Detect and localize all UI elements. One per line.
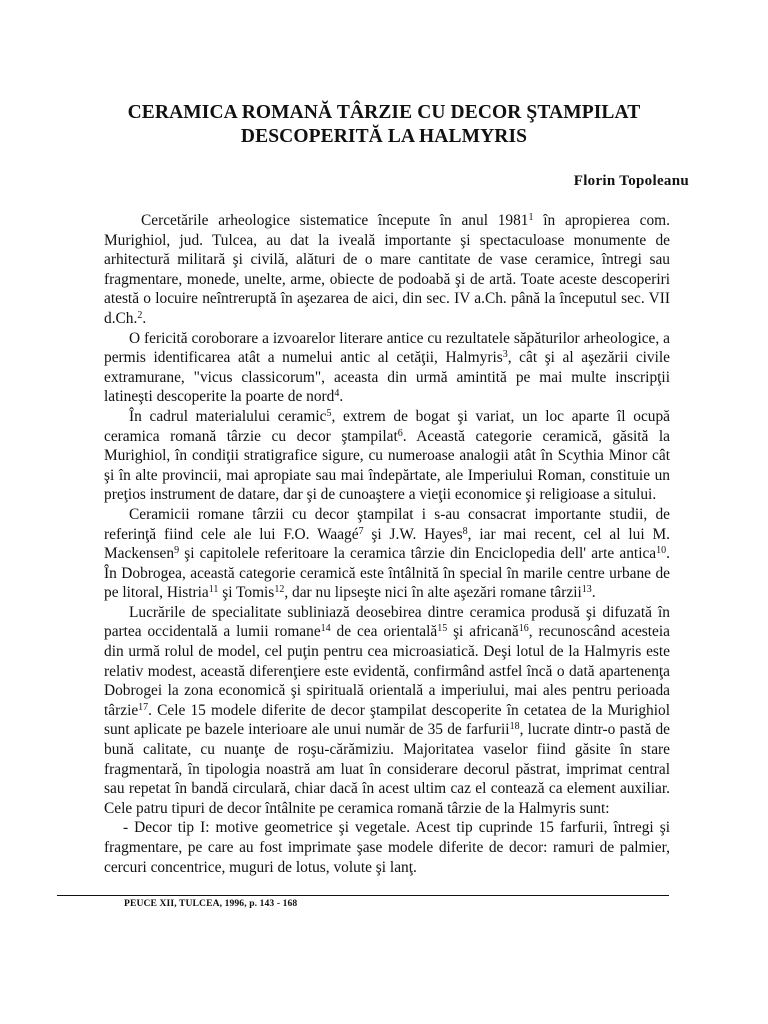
paragraph bbox=[104, 211, 670, 329]
text-run: În cadrul materialului ceramic bbox=[129, 407, 327, 425]
text-run: , extrem de bogat şi variat, un loc aparte îl ocupă ceramica romană târzie cu decor ştampilat bbox=[104, 407, 671, 445]
paragraph bbox=[104, 407, 670, 505]
footnote-ref: 7 bbox=[358, 525, 364, 537]
footnote-ref: 12 bbox=[274, 584, 285, 596]
journal-footer: PEUCE XII, TULCEA, 1996, p. 143 - 168 bbox=[124, 898, 298, 909]
footnote-ref: 5 bbox=[326, 407, 332, 419]
text-run: şi africană bbox=[447, 623, 519, 641]
text-run: . Cele 15 modele diferite de decor ştampilat descoperite în cetatea de la Murighiol sunt aplicate pe bazele interioare ale unui număr de 35 de farfurii bbox=[104, 701, 670, 739]
text-run: . bbox=[142, 309, 147, 327]
footnote-ref: 3 bbox=[502, 349, 508, 361]
text-run: Ceramicii romane târzii cu decor ştampilat i s-au consacrat importante studii, de referinţă fiind cele ale lui F.O. Waagé bbox=[104, 505, 670, 543]
paragraph-decor-type-1 bbox=[104, 818, 670, 877]
footnote-ref: 1 bbox=[528, 212, 534, 223]
text-run: , dar nu lipseşte nici în alte aşezări romane târzii bbox=[284, 584, 582, 602]
text-run: . În Dobrogea, această categorie ceramică este întâlnită în special în marile centre urbane de pe litoral, Histria bbox=[104, 545, 670, 602]
footnote-ref: 13 bbox=[581, 584, 592, 596]
text-run: , recunoscând acesteia din urmă rolul de model, cel puţin pentru cea microasiatică. Deşi lotul de la Halmyris este relativ modest, această diferenţiere este evidentă, confirmând astfel încă o dată apartenenţa Dobrogei la zona economică şi spirituală orientală a imperiului, mai ales pentru perioada târzie bbox=[104, 623, 670, 719]
text-run: O fericită coroborare a izvoarelor literare antice cu rezultatele săpăturilor arheologice, a permis identificarea atât a numelui antic al cetăţii, Halmyris bbox=[104, 329, 670, 367]
article-body bbox=[104, 211, 670, 877]
footnote-ref: 11 bbox=[208, 584, 219, 596]
text-run: Lucrările de specialitate subliniază deosebirea dintre ceramica produsă şi difuzată în partea occidentală a lumii romane bbox=[104, 603, 670, 641]
footer-rule bbox=[57, 895, 669, 896]
text-run: de cea orientală bbox=[330, 623, 438, 641]
footnote-ref: 18 bbox=[509, 721, 520, 733]
text-run: Cercetările arheologice sistematice începute în anul 1981 bbox=[141, 212, 529, 229]
text-run: şi J.W. Hayes bbox=[363, 525, 463, 543]
text-run: , cât şi al aşezării civile extramurane, "vicus classicorum", aceasta din urmă amintită pe mai multe inscripţii latineşti descoperite la poarte de nord bbox=[104, 349, 671, 406]
footnote-ref: 10 bbox=[656, 545, 667, 557]
footnote-ref: 14 bbox=[320, 623, 331, 635]
text-run: şi capitolele referitoare la ceramica târzie din Enciclopedia dell' arte antica bbox=[179, 545, 657, 563]
title-line-2: DESCOPERITĂ LA HALMYRIS bbox=[240, 126, 528, 147]
text-run: , lucrate dintr-o pastă de bună calitate, cu nuanţe de roşu-cărămiziu. Majoritatea vaselor fiind găsite în stare fragmentară, în tipologia noastră am luat în considerare decorul păstrat, imprimat central sau repetat în bandă circulară, chiar dacă în acest ultim caz el contează ca element auxiliar. Cele patru tipuri de decor întâlnite pe ceramica romană târzie de la Halmyris sunt: bbox=[104, 721, 670, 817]
paragraph bbox=[104, 603, 670, 819]
text-run: în apropierea com. Murighiol, jud. Tulcea, au dat la iveală importante şi spectaculoase monumente de arhitectură militară şi civilă, alături de o mare cantitate de vase ceramice, întregi sau fragmentare, monede, unelte, arme, obiecte de podoabă şi de artă. Toate aceste descoperiri atestă o locuire neîntreruptă în aşezarea de aici, din sec. IV a.Ch. până la începutul sec. VII d.Ch. bbox=[104, 212, 670, 327]
paragraph bbox=[104, 505, 670, 603]
text-run: . bbox=[339, 388, 344, 406]
footnote-ref: 2 bbox=[137, 309, 143, 321]
footnote-ref: 15 bbox=[437, 623, 448, 635]
article-title bbox=[60, 101, 708, 149]
text-run: . bbox=[591, 584, 596, 602]
footnote-ref: 8 bbox=[462, 525, 468, 537]
footnote-ref: 9 bbox=[174, 545, 180, 557]
text-run: - Decor tip I: motive geometrice şi vegetale. Acest tip cuprinde 15 farfurii, întregi şi fragmentare, pe care au fost imprimate şase modele diferite de decor: ramuri de palmier, cercuri concentrice, muguri de lotus, volute şi lanţ. bbox=[104, 819, 670, 876]
footnote-ref: 6 bbox=[397, 427, 403, 439]
footnote-ref: 16 bbox=[518, 623, 529, 635]
footnote-ref: 4 bbox=[334, 388, 340, 400]
title-line-1: CERAMICA ROMANĂ TÂRZIE CU DECOR ŞTAMPILAT bbox=[127, 102, 641, 123]
footnote-ref: 17 bbox=[138, 701, 149, 713]
text-run: . Această categorie ceramică, găsită la Murighiol, în condiţii stratigrafice sigure, cu numeroase analogii atât în Scythia Minor cât şi în alte provincii, mai apropiate sau mai îndepărtate, ale Imperiului Roman, constituie un preţios instrument de datare, dar şi de cunoaştere a vieţii economice şi religioase a sitului. bbox=[104, 427, 670, 504]
paragraph bbox=[104, 329, 670, 407]
author-name: Florin Topoleanu bbox=[573, 173, 689, 189]
text-run: şi Tomis bbox=[218, 584, 275, 602]
text-run: , iar mai recent, cel al lui M. Mackensen bbox=[104, 525, 670, 563]
